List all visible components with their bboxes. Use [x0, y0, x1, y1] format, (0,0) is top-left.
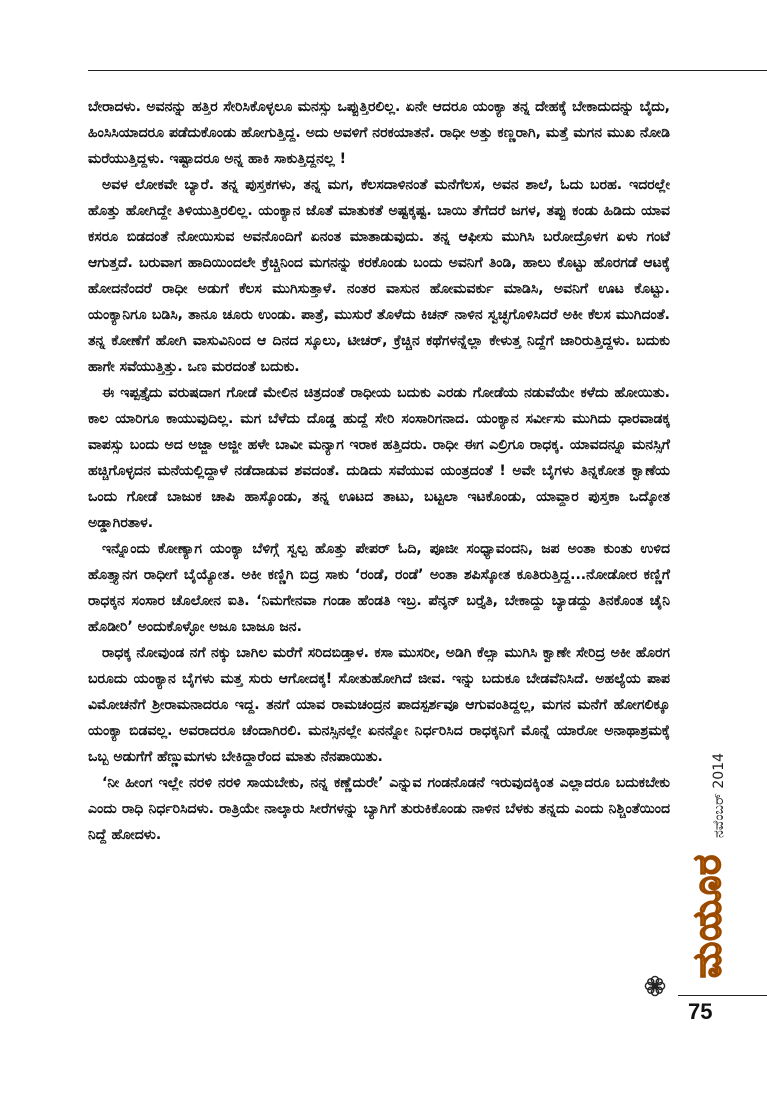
magazine-masthead — [678, 710, 738, 978]
issue-date: ನವೆಂಬರ್ 2014 — [711, 752, 727, 838]
flower-ornament-icon — [644, 975, 666, 997]
article-paragraph-4: ಇನ್ನೊಂದು ಕೋಣ್ಯಾಗ ಯಂಕ್ಯಾ ಬೆಳಿಗ್ಗೆ ಸ್ವಲ್ಪ ಹೊತ್ತು ಪೇಪರ್ ಓದಿ, ಪೂಜೀ ಸಂಧ್ಯಾವಂದನಿ, ಜಪ ಅಂತಾ ಕುಂತು ಉಳಿದ ಹೊತ್ತ್ಯಾನಗ ರಾಧೀಗೆ ಬೈಯ್ಯೋತ. ಅಕೀ ಕಣ್ಣಿಗಿ ಬಿದ್ರ ಸಾಕು ‘ರಂಡೆ, ರಂಡೆ’ ಅಂತಾ ಶಪಿಸ್ಕೋತ ಕೂತಿರುತ್ತಿದ್ದ...ನೋಡೋರ ಕಣ್ಣಿಗೆ ರಾಧಕ್ಕನ ಸಂಸಾರ ಚೊಲೋನ ಐತಿ. ‘ನಿಮಗೇನವಾ ಗಂಡಾ ಹೆಂಡತಿ ಇಬ್ರ. ಪೆನ್ಶನ್ ಬರ್‍ತೈತಿ, ಬೇಕಾದ್ದು ಬ್ಯಾಡದ್ದು ತಿನಕೊಂತ ಚೈನಿ ಹೊಡೀರಿ’ ಅಂದುಕೊಳ್ಳೋ ಅಜೂ ಬಾಜೂ ಜನ. — [88, 541, 670, 635]
magazine-logo: ಮಯೂರ — [685, 853, 729, 978]
page-number: 75 — [688, 999, 713, 1024]
footer-rule — [678, 995, 767, 996]
article-paragraph-6: ‘ನೀ ಹೀಂಗ ಇಲ್ಲೇ ನರಳಿ ನರಳಿ ಸಾಯಬೇಕು, ನನ್ನ ಕಣ್ಣೆದುರೇ’ ಎನ್ನುವ ಗಂಡನೊಡನೆ ಇರುವುದಕ್ಕಿಂತ ಎಲ್ಲಾದರೂ ಬದುಕಬೇಕು ಎಂದು ರಾಧಿ ನಿರ್ಧರಿಸಿದಳು. ರಾತ್ರಿಯೇ ನಾಲ್ಕಾರು ಸೀರೆಗಳನ್ನು ಬ್ಯಾಗಿಗೆ ತುರುಕಿಕೊಂಡು ನಾಳಿನ ಬೆಳಕು ತನ್ನದು ಎಂದು ನಿಶ್ಚಿಂತೆಯಿಂದ ನಿದ್ದೆ ಹೋದಳು. — [88, 775, 670, 843]
article-body — [88, 94, 670, 848]
article-paragraph-2: ಅವಳ ಲೋಕವೇ ಬ್ಯಾರೆ. ತನ್ನ ಪುಸ್ತಕಗಳು, ತನ್ನ ಮಗ, ಕೆಲಸದಾಳಿನಂತೆ ಮನೆಗೆಲಸ, ಅವನ ಶಾಲೆ, ಓದು ಬರಹ. ಇದರಲ್ಲೇ ಹೊತ್ತು ಹೋಗಿದ್ದೇ ತಿಳಿಯುತ್ತಿರಲಿಲ್ಲ. ಯಂಕ್ಯಾನ ಜೊತೆ ಮಾತುಕತೆ ಅಷ್ಟಕ್ಕಷ್ಟ. ಬಾಯಿ ತೆಗೆದರೆ ಜಗಳ, ತಪ್ಪು ಕಂಡು ಹಿಡಿದು ಯಾವ ಕಸರೂ ಬಿಡದಂತೆ ನೋಯಿಸುವ ಅವನೊಂದಿಗೆ ಏನಂತ ಮಾತಾಡುವುದು. ತನ್ನ ಆಫೀಸು ಮುಗಿಸಿ ಬರೋದ್ರೊಳಗ ಏಳು ಗಂಟೆ ಆಗುತ್ತದೆ. ಬರುವಾಗ ಹಾದಿಯಿಂದಲೇ ಕ್ರೆಚ್ಚಿನಿಂದ ಮಗನನ್ನು ಕರಕೊಂಡು ಬಂದು ಅವನಿಗೆ ತಿಂಡಿ, ಹಾಲು ಕೊಟ್ಟು ಹೊರಗಡೆ ಆಟಕ್ಕೆ ಹೋದನೆಂದರೆ ರಾಧೀ ಅಡುಗೆ ಕೆಲಸ ಮುಗಿಸುತ್ತಾಳೆ. ನಂತರ ವಾಸುನ ಹೋಮವರ್ಕು ಮಾಡಿಸಿ, ಅವನಿಗೆ ಊಟ ಕೊಟ್ಟು. ಯಂಕ್ಯಾನಿಗೂ ಬಡಿಸಿ, ತಾನೂ ಚೂರು ಉಂಡು. ಪಾತ್ರೆ, ಮುಸುರೆ ತೊಳೆದು ಕಿಚನ್ ನಾಳಿನ ಸ್ವಚ್ಛಗೊಳಿಸಿದರೆ ಅಕೀ ಕೆಲಸ ಮುಗಿದಂತೆ. ತನ್ನ ಕೋಣೆಗೆ ಹೋಗಿ ವಾಸುವಿನಿಂದ ಆ ದಿನದ ಸ್ಕೂಲು, ಟೀಚರ್, ಕ್ರೆಚ್ಚಿನ ಕಥೆಗಳನ್ನೆಲ್ಲಾ ಕೇಳುತ್ತ ನಿದ್ದೆಗೆ ಜಾರಿರುತ್ತಿದ್ದಳು. ಬದುಕು ಹಾಗೇ ಸವೆಯುತ್ತಿತ್ತು. ಒಣ ಮರದಂತೆ ಬದುಕು. — [88, 177, 670, 375]
header-rule — [88, 70, 767, 71]
article-paragraph-3: ಈ ಇಪ್ಪತ್ತೈದು ವರುಷದಾಗ ಗೋಡೆ ಮೇಲಿನ ಚಿತ್ರದಂತೆ ರಾಧೀಯ ಬದುಕು ಎರಡು ಗೋಡೆಯ ನಡುವೆಯೇ ಕಳೆದು ಹೋಯಿತು. ಕಾಲ ಯಾರಿಗೂ ಕಾಯುವುದಿಲ್ಲ. ಮಗ ಬೆಳೆದು ದೊಡ್ಡ ಹುದ್ದೆ ಸೇರಿ ಸಂಸಾರಿಗನಾದ. ಯಂಕ್ಯಾನ ಸರ್ವೀಸು ಮುಗಿದು ಧಾರವಾಡಕ್ಕ ವಾಪಸ್ಸು ಬಂದು ಅದ ಅಜ್ಜಾ ಅಜ್ಜೀ ಹಳೇ ಬಾವೀ ಮನ್ಯಾಗ ಇರಾಕ ಹತ್ತಿದರು. ರಾಧೀ ಈಗ ಎಲ್ರಿಗೂ ರಾಧಕ್ಕ. ಯಾವದನ್ನೂ ಮನಸ್ಸಿಗೆ ಹಚ್ಚಿಗೊಳ್ಳದನ ಮನೆಯಲ್ಲಿದ್ದಾಳೆ ನಡೆದಾಡುವ ಶವದಂತೆ. ದುಡಿದು ಸವೆಯುವ ಯಂತ್ರದಂತೆ ! ಅವೇ ಬೈಗಳು ತಿನ್ನಕೋತ ಕ್ವಾಣೆಯ ಒಂದು ಗೋಡೆ ಬಾಜುಕ ಚಾಪಿ ಹಾಸ್ಕೊಂಡು, ತನ್ನ ಊಟದ ತಾಟು, ಬಟ್ಟಲಾ ಇಟಕೊಂಡು, ಯಾವ್ದಾರ ಪುಸ್ತಕಾ ಒದ್ಕೋತ ಅಡ್ಡಾಗಿರತಾಳ. — [88, 385, 670, 531]
article-paragraph-5: ರಾಧಕ್ಕ ನೋವುಂಡ ನಗೆ ನಕ್ಕು ಬಾಗಿಲ ಮರೆಗೆ ಸರಿದಬಿಡ್ತಾಳ. ಕಸಾ ಮುಸರೀ, ಅಡಿಗಿ ಕೆಲ್ಸಾ ಮುಗಿಸಿ ಕ್ವಾಣೇ ಸೇರಿದ್ರ ಅಕೀ ಹೊರಗ ಬರೂದು ಯಂಕ್ಯಾನ ಬೈಗಳು ಮತ್ತ ಸುರು ಆಗೋದಕ್ಕ! ಸೋತುಹೋಗಿದೆ ಜೀವ. ಇನ್ನು ಬದುಕೂ ಬೇಡವೆನಿಸಿದೆ. ಅಹಲ್ಯೆಯ ಪಾಪ ವಿಮೋಚನೆಗೆ ಶ್ರೀರಾಮನಾದರೂ ಇದ್ದ. ತನಗೆ ಯಾವ ರಾಮಚಂದ್ರನ ಪಾದಸ್ಪರ್ಶವೂ ಆಗುವಂತಿದ್ದಲ್ಲ, ಮಗನ ಮನೆಗೆ ಹೋಗಲಿಕ್ಕೂ ಯಂಕ್ಯಾ ಬಿಡವಲ್ಲ. ಅವರಾದರೂ ಚೆಂದಾಗಿರಲಿ. ಮನಸ್ಸಿನಲ್ಲೇ ಏನನ್ನೋ ನಿರ್ಧರಿಸಿದ ರಾಧಕ್ಕನಿಗೆ ಮೊನ್ನೆ ಯಾರೋ ಅನಾಥಾಶ್ರಮಕ್ಕೆ ಒಬ್ಬ ಅಡುಗೆಗೆ ಹೆಣ್ಣುಮಗಳು ಬೇಕಿದ್ದಾರೆಂದ ಮಾತು ನೆನಪಾಯಿತು. — [88, 645, 670, 765]
article-paragraph-1: ಬೇರಾದಳು. ಅವನನ್ನು ಹತ್ತಿರ ಸೇರಿಸಿಕೊಳ್ಳಲೂ ಮನಸ್ಸು ಒಪ್ಪುತ್ತಿರಲಿಲ್ಲ. ಏನೇ ಆದರೂ ಯಂಕ್ಯಾ ತನ್ನ ದೇಹಕ್ಕೆ ಬೇಕಾದುದನ್ನು ಬೈದು, ಹಿಂಸಿಸಿಯಾದರೂ ಪಡೆದುಕೊಂಡು ಹೋಗುತ್ತಿದ್ದ. ಅದು ಅವಳಿಗೆ ನರಕಯಾತನೆ. ರಾಧೀ ಅತ್ತು ಕಣ್ಣರಾಗಿ, ಮತ್ತೆ ಮಗನ ಮುಖ ನೋಡಿ ಮರೆಯುತ್ತಿದ್ದಳು. ಇಷ್ಟಾದರೂ ಅನ್ನ ಹಾಕಿ ಸಾಕುತ್ತಿದ್ದನಲ್ಲ ! — [88, 99, 670, 167]
